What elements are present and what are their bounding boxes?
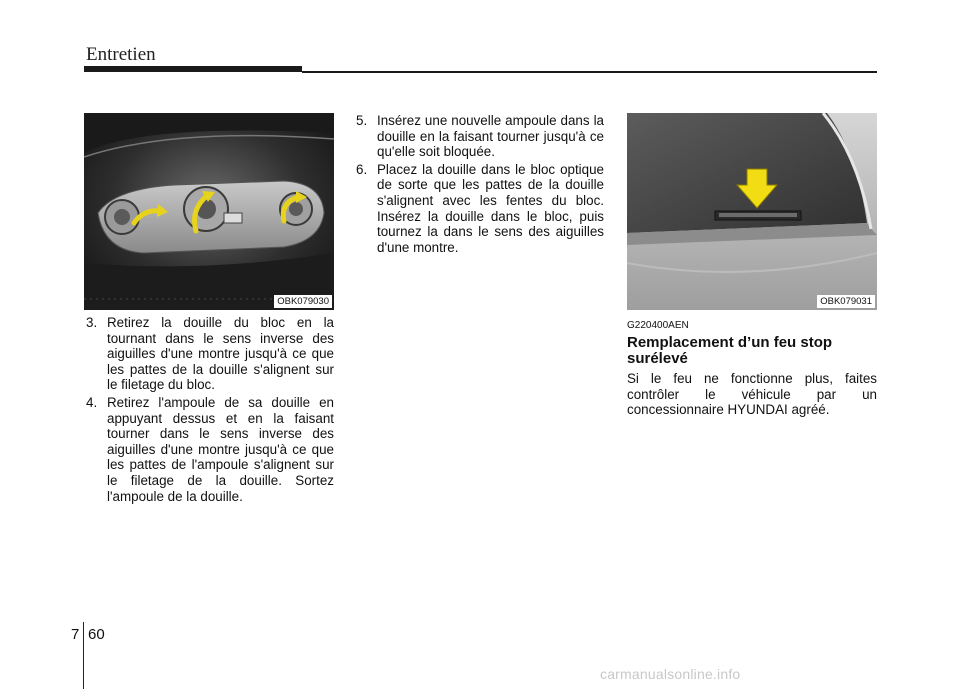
left-column-steps [86, 315, 334, 504]
step-3 [86, 315, 334, 393]
step-4 [86, 395, 334, 504]
step-text: Insérez une nouvelle ampoule dans la douille en la faisant tourner jusqu'à ce qu'elle soit bloquée. [377, 113, 604, 160]
page-header-title: Entretien [86, 44, 156, 65]
section-body: Si le feu ne fonctionne plus, faites contrôler le véhicule par un concessionnaire HYUNDAI agréé. [627, 371, 877, 418]
step-number: 4. [86, 394, 98, 410]
step-number: 5. [356, 113, 368, 128]
step-6 [356, 162, 604, 256]
figure-label-left: OBK079030 [274, 295, 332, 308]
middle-column-steps [356, 113, 604, 255]
step-number: 3. [86, 315, 98, 330]
step-5 [356, 113, 604, 160]
step-text: Retirez la douille du bloc en la tournant dans le sens inverse des aiguilles d'une montre jusqu'à ce que les pattes de la douille s'alignent sur le filetage du bloc. [107, 315, 334, 393]
section-title: Remplacement d’un feu stop surélevé [627, 334, 833, 367]
footer-page-number: 60 [88, 626, 105, 643]
step-text: Retirez l'ampoule de sa douille en appuyant dessus et en la faisant tourner dans le sens inverse des aiguilles d'une montre jusqu'à ce que les pattes de l'ampoule s'alignent sur le filetage de la douille. Sortez l'ampoule de la douille. [107, 394, 334, 504]
header-rule-thin [302, 71, 877, 73]
section-code: G220400AEN [627, 320, 689, 331]
figure-high-mount-stop-lamp [627, 113, 877, 310]
step-number: 6. [356, 161, 368, 177]
high-mount-stop-lamp-photo-icon [627, 113, 877, 310]
watermark-text: carmanualsonline.info [600, 666, 741, 682]
figure-label-right: OBK079031 [817, 295, 875, 308]
footer-divider [83, 622, 84, 689]
footer-chapter-number: 7 [71, 626, 80, 643]
tail-lamp-socket-photo-icon [84, 113, 334, 310]
header-rule-thick [84, 66, 302, 72]
figure-tail-lamp-sockets [84, 113, 334, 310]
step-text: Placez la douille dans le bloc optique de sorte que les pattes de la douille s'alignent avec les fentes du bloc. Insérez la douille dans le bloc, puis tournez la dans le sens des aiguilles d'une montre. [377, 161, 604, 255]
